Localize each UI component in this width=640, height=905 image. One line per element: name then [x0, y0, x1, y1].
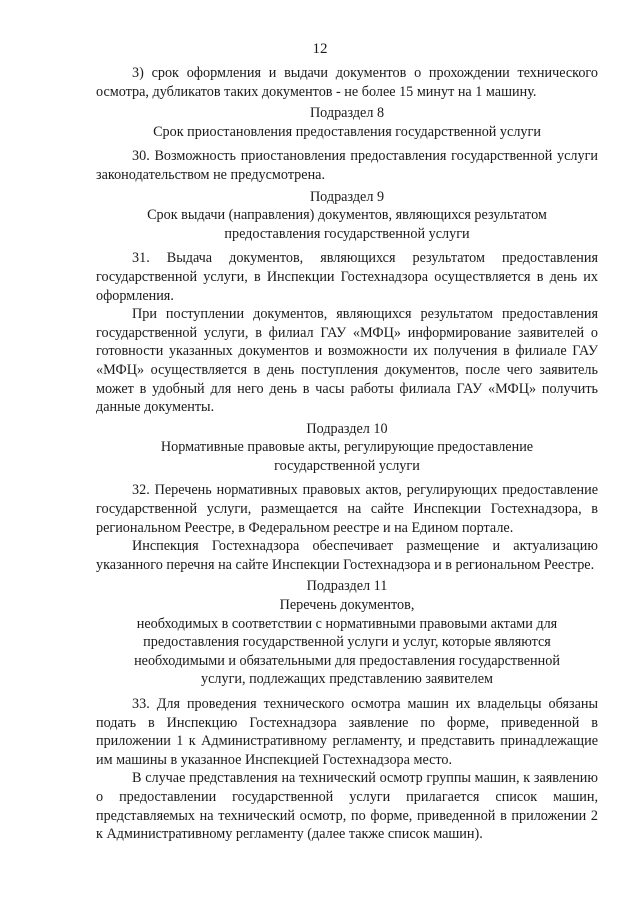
- section-heading: [96, 577, 598, 689]
- subsection-number: Подраздел 8: [309, 105, 385, 122]
- subsection-title-line: Срок приостановления предоставления государственной услуги: [153, 123, 541, 140]
- subsection-title-line: Нормативные правовые акты, регулирующие предоставление: [160, 439, 534, 456]
- subsection-title-line: государственной услуги: [274, 457, 420, 474]
- subsection-title-line: Срок выдачи (направления) документов, являющихся результатом: [147, 207, 547, 224]
- paragraph: 3) срок оформления и выдачи документов о прохождении технического осмотра, дубликатов таких документов - не более 15 минут на 1 машину.: [96, 65, 598, 100]
- page-number: 12: [312, 41, 328, 57]
- subsection-title-line: услуги, подлежащих представлению заявителем: [201, 671, 493, 688]
- subsection-number: Подраздел 9: [309, 188, 385, 205]
- paragraph: При поступлении документов, являющихся результатом предоставления государственной услуги, в филиал ГАУ «МФЦ» информирование заявителей о готовности указанных документов и возможности их получения в филиале ГАУ «МФЦ» осуществляется в день поступления документов, после чего заявитель может в удобный для него день в часы работы филиала ГАУ «МФЦ» получить данные документы.: [96, 306, 598, 416]
- subsection-title-line: необходимыми и обязательными для предоставления государственной: [134, 652, 560, 669]
- subsection-number: Подраздел 11: [306, 578, 388, 595]
- section-heading: [96, 188, 598, 244]
- subsection-title-line: Перечень документов,: [279, 597, 415, 614]
- subsection-title-line: предоставления государственной услуги: [224, 225, 470, 242]
- paragraph: 33. Для проведения технического осмотра машин их владельцы обязаны подать в Инспекцию Гостехнадзора заявление по форме, приведенной в приложении 1 к Административному регламенту, и представить принадлежащие им машины в указанное Инспекцией Гостехнадзора место.: [96, 696, 598, 768]
- document-body: [96, 64, 598, 844]
- subsection-title-line: предоставления государственной услуги и услуг, которые являются: [143, 634, 551, 651]
- paragraph: Инспекция Гостехнадзора обеспечивает размещение и актуализацию указанного перечня на сайте Инспекции Гостехнадзора и в региональном Реестре.: [96, 538, 598, 573]
- section-heading: [96, 420, 598, 476]
- paragraph: 31. Выдача документов, являющихся результатом предоставления государственной услуги, в Инспекции Гостехнадзора осуществляется в день их оформления.: [96, 250, 598, 304]
- paragraph: 30. Возможность приостановления предоставления государственной услуги законодательством не предусмотрена.: [96, 148, 598, 183]
- subsection-title-line: необходимых в соответствии с нормативными правовыми актами для: [136, 615, 558, 632]
- paragraph: В случае представления на технический осмотр группы машин, к заявлению о предоставлении государственной услуги прилагается список машин, представляемых на технический осмотр, по форме, приведенной в приложении 2 к Административному регламенту (далее также список машин).: [96, 770, 598, 843]
- section-heading: [96, 104, 598, 141]
- subsection-number: Подраздел 10: [306, 420, 388, 437]
- paragraph: 32. Перечень нормативных правовых актов, регулирующих предоставление государственной услуги, размещается на сайте Инспекции Гостехнадзора, в региональном Реестре, в Федеральном реестре и на Едином портале.: [96, 482, 598, 536]
